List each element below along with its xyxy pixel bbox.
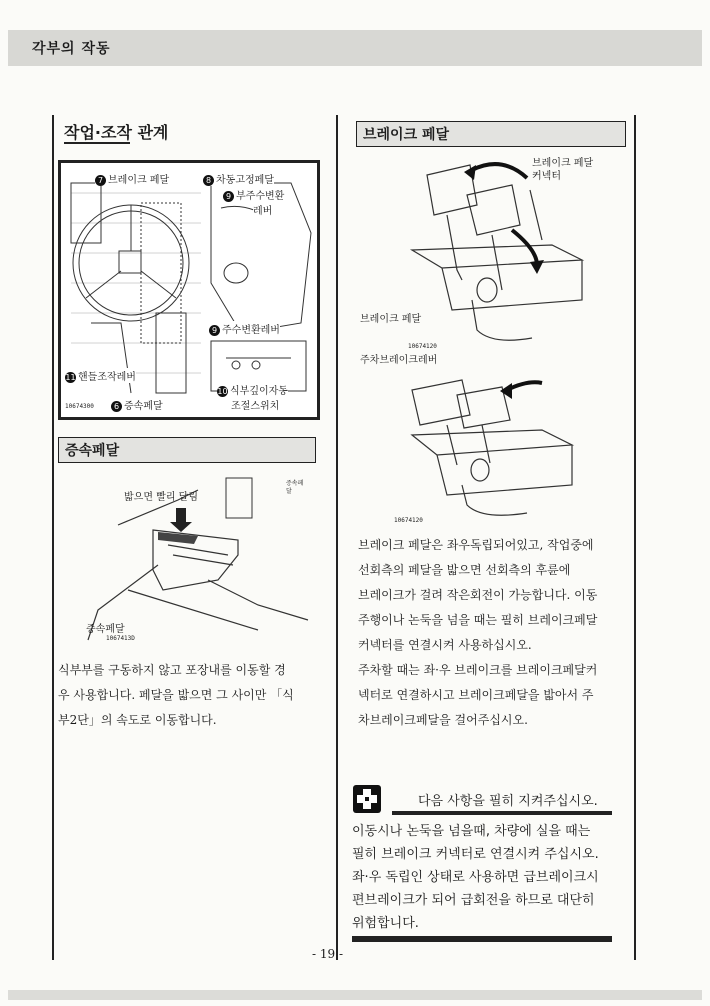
speedup-line: 우 사용합니다. 페달을 밟으면 그 사이만 「식 [58, 688, 294, 702]
caution-box [352, 784, 612, 946]
brake-line: 차브레이크페달을 걸어주십시오. [358, 713, 528, 727]
caution-bottom-rule [352, 936, 612, 942]
caution-line: 좌·우 독립인 상태로 사용하면 급브레이크시 [352, 870, 599, 885]
brake-line: 선회측의 페달을 밟으면 선회측의 후륜에 [358, 563, 571, 577]
label-adjust-switch: 조절스위치 [231, 397, 279, 412]
brake-line: 커넥터를 연결시켜 사용하십시오. [358, 638, 532, 652]
label-sub-shift: 9 부주수변환 [223, 187, 284, 202]
caution-header: 다음 사항을 필히 지켜주십시오. [418, 794, 598, 809]
center-rule [336, 115, 338, 960]
label-sub-shift-lever: 레버 [253, 202, 272, 217]
brake-line: 브레이크 페달은 좌우독립되어있고, 작업중에 [358, 538, 594, 552]
label-depth-auto: 10 식부깊이자동 [217, 382, 288, 397]
page-number: - 19 - [312, 947, 344, 961]
title-underline [64, 142, 130, 144]
label-brake-pedal: 7 브레이크 페달 [95, 171, 169, 186]
brake-line: 주행이나 논둑을 넘을 때는 필히 브레이크페달 [358, 613, 598, 627]
speedup-figure [58, 470, 316, 645]
speedup-figure-code: 1067413D [106, 635, 135, 642]
brake-line: 넥터로 연결하시고 브레이크페달을 밟아서 주 [358, 688, 594, 702]
brake-line: 브레이크가 걸려 작은회전이 가능합니다. 이동 [358, 588, 598, 602]
brake-pedal-title: 브레이크 페달 [356, 121, 626, 147]
speedup-caption: 밟으면 빨리 달림 [124, 492, 198, 503]
header-band [8, 30, 702, 66]
speedup-line: 식부부를 구동하지 않고 포장내를 이동할 경 [58, 663, 286, 677]
label-main-shift-lever: 9 주수변환레버 [209, 321, 280, 336]
speedup-line: 부2단」의 속도로 이동합니다. [58, 713, 217, 727]
caution-header-rule [392, 811, 612, 815]
label-speedup-pedal: 6 증속페달 [111, 397, 163, 412]
caution-icon [352, 784, 382, 814]
brake-figure-1 [352, 150, 622, 365]
caution-line: 필히 브레이크 커넥터로 연결시켜 주십시오. [352, 847, 599, 862]
caution-icon-svg [352, 784, 382, 814]
operation-title: 작업·조작 관계 [64, 123, 169, 142]
speedup-pedal-title: 증속페달 [58, 437, 316, 463]
speedup-paragraph [58, 658, 322, 733]
parking-brake-label: 주차브레이크레버 [360, 355, 438, 366]
speedup-sign: 증속페달 [286, 480, 304, 495]
brake-connector-line: 커넥터 [532, 171, 561, 182]
caution-line: 이동시나 논둑을 넘을때, 차량에 실을 때는 [352, 824, 591, 839]
caution-body [352, 820, 614, 935]
figure-code: 10674300 [65, 403, 94, 410]
brake-connector-line: 브레이크 페달 [532, 158, 594, 169]
brake-connector-label [532, 157, 593, 183]
speedup-pedal-label: 증속페달 [86, 624, 125, 635]
caution-line: 위험합니다. [352, 916, 419, 931]
footer-band [8, 990, 702, 1000]
label-steering-lever: 11 핸들조작레버 [65, 368, 136, 383]
brake-pedal-label: 브레이크 페달 [360, 314, 422, 325]
brake-line: 주차할 때는 좌·우 브레이크를 브레이크페달커 [358, 663, 598, 677]
section-header-title: 각부의 작동 [32, 41, 111, 57]
label-diff-lock-pedal: 8 차동고정페달 [203, 171, 274, 186]
left-margin-rule [52, 115, 54, 960]
caution-line: 편브레이크가 되어 급회전을 하므로 대단히 [352, 893, 595, 908]
brake-drawing-2 [352, 365, 622, 530]
brake-figure-2 [352, 365, 622, 530]
cockpit-figure [58, 160, 320, 420]
brake-figure-code: 10674120 [408, 343, 437, 350]
brake-figure-2-code: 10674120 [394, 517, 423, 524]
right-margin-rule [634, 115, 636, 960]
brake-paragraph [358, 533, 628, 733]
